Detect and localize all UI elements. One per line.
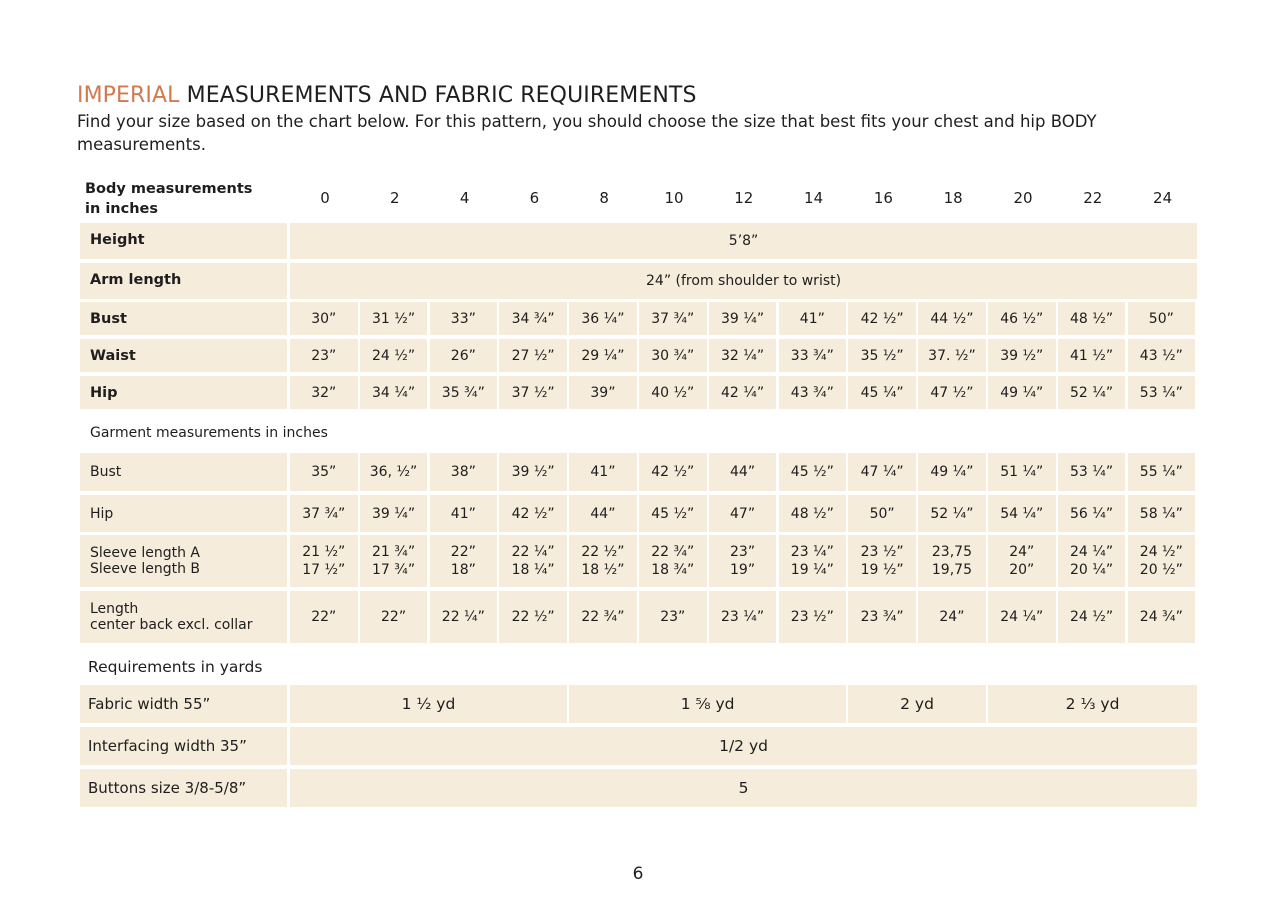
body-row-value-text: 42 ¼” <box>721 384 765 401</box>
garment-row-label <box>80 453 287 491</box>
garment-row-value <box>430 495 498 532</box>
body-row-value-text: 39 ½” <box>1000 347 1044 364</box>
garment-row-value-text-2: 20 ¼” <box>1070 562 1114 578</box>
body-row-value <box>988 302 1056 335</box>
body-row-span-text: 5’8” <box>728 233 759 249</box>
garment-row-value-text-2: 18 ¾” <box>651 562 695 578</box>
body-row-value-text: 52 ¼” <box>1070 384 1114 401</box>
size-header-cell: 0 <box>320 189 330 207</box>
size-header-cell: 20 <box>1013 189 1033 207</box>
garment-row-value <box>779 591 847 643</box>
size-header-cell: 2 <box>390 189 400 207</box>
garment-row-value-text: 36, ½” <box>369 464 418 480</box>
requirement-row-value-text: 2 yd <box>900 695 934 713</box>
garment-row-value-text: 47 ¼” <box>860 464 904 480</box>
body-row-value <box>430 302 498 335</box>
garment-row-value-text: 24 ¼” <box>1070 544 1114 560</box>
body-row-value <box>709 339 777 372</box>
body-row-value <box>569 376 637 409</box>
garment-row-label-text: Sleeve length A <box>90 545 201 561</box>
garment-row-value-text: 21 ¾” <box>372 544 416 560</box>
garment-row-value <box>499 591 567 643</box>
requirement-row-label <box>80 769 287 807</box>
body-row-value <box>848 376 916 409</box>
garment-row-value-text-2: 20 ½” <box>1139 562 1183 578</box>
body-row-value-text: 36 ¼” <box>581 310 625 327</box>
garment-row-value-text: 42 ½” <box>511 505 555 522</box>
garment-row-value <box>290 453 358 491</box>
body-row-value <box>499 302 567 335</box>
body-row-value-text: 37 ¾” <box>651 310 695 327</box>
garment-row-value-text-2: 19” <box>730 562 756 578</box>
body-row-value <box>1128 339 1196 372</box>
requirement-row-value <box>290 727 1197 765</box>
garment-row-value <box>360 453 428 491</box>
garment-row-value <box>290 535 358 587</box>
body-row-value-text: 29 ¼” <box>581 347 625 364</box>
garment-row-value <box>360 535 428 587</box>
garment-row-value-text: 41” <box>450 505 476 522</box>
garment-row-value-text: 42 ½” <box>651 464 695 480</box>
body-row-value-text: 39 ¼” <box>721 310 765 327</box>
garment-row-value <box>988 453 1056 491</box>
title-accent: IMPERIAL <box>77 83 180 108</box>
body-row-value-text: 39” <box>590 384 616 401</box>
body-row-value <box>639 339 707 372</box>
body-row-value-text: 32 ¼” <box>721 347 765 364</box>
garment-row-value-text: 49 ¼” <box>930 464 974 480</box>
body-row-value <box>918 376 986 409</box>
garment-row-value <box>430 591 498 643</box>
garment-row-value <box>848 495 916 532</box>
body-measurements-header: Body measurements in inches <box>85 181 253 217</box>
body-row-value-text: 43 ½” <box>1139 347 1183 364</box>
body-row-value-text: 37 ½” <box>511 384 555 401</box>
garment-row-value <box>569 495 637 532</box>
garment-row-value <box>499 495 567 532</box>
body-row-value-text: 27 ½” <box>511 347 555 364</box>
garment-row-label <box>80 535 287 587</box>
garment-row-value <box>639 591 707 643</box>
garment-row-value <box>1128 453 1196 491</box>
garment-row-value-text: 23 ¼” <box>721 609 765 625</box>
garment-row-value-text-2: 19,75 <box>931 562 972 578</box>
garment-row-label-text-2: center back excl. collar <box>90 617 253 633</box>
garment-row-value-text: 23 ½” <box>860 544 904 560</box>
garment-row-value <box>988 495 1056 532</box>
body-row-value <box>779 376 847 409</box>
body-row-value-text: 31 ½” <box>372 310 416 327</box>
body-row-value <box>988 339 1056 372</box>
requirements-section-header: Requirements in yards <box>88 658 263 676</box>
size-header-cell: 4 <box>459 189 470 207</box>
size-header-cell: 12 <box>734 189 754 207</box>
body-row-label <box>80 263 287 299</box>
body-row-value <box>360 339 428 372</box>
body-row-value <box>709 376 777 409</box>
garment-row-value-text-2: 20” <box>1009 562 1035 578</box>
garment-row-value-text: 48 ½” <box>790 505 834 522</box>
garment-row-value-text: 24” <box>939 609 965 625</box>
body-row-value-text: 43 ¾” <box>790 384 834 401</box>
body-row-value <box>1058 339 1126 372</box>
garment-row-value-text-2: 17 ¾” <box>372 562 416 578</box>
requirement-row-label <box>80 685 287 723</box>
body-row-value <box>290 302 358 335</box>
garment-row-value <box>569 453 637 491</box>
garment-row-label-text-2: Sleeve length B <box>90 561 201 577</box>
requirement-row-value <box>290 769 1197 807</box>
garment-row-value-text: 22 ½” <box>581 544 625 560</box>
body-row-span-value <box>290 223 1197 259</box>
garment-row-value <box>1128 591 1196 643</box>
body-row-value-text: 33 ¾” <box>790 347 834 364</box>
size-header-cell: 10 <box>664 189 684 207</box>
page-number: 6 <box>632 864 644 884</box>
garment-row-label-text: Hip <box>90 505 114 522</box>
requirement-row-value-text: 2 ⅓ yd <box>1065 695 1120 713</box>
garment-row-value-text: 53 ¼” <box>1070 464 1114 480</box>
garment-row-value <box>709 535 777 587</box>
garment-row-value <box>639 453 707 491</box>
body-row-value <box>988 376 1056 409</box>
body-row-value <box>360 302 428 335</box>
garment-row-value-text: 50” <box>869 505 895 522</box>
garment-row-value-text: 23 ½” <box>790 609 834 625</box>
body-row-value-text: 33” <box>450 310 476 327</box>
page-title <box>77 83 697 108</box>
body-row-value-text: 23” <box>311 347 337 364</box>
garment-row-value <box>1128 535 1196 587</box>
garment-row-value-text: 24 ½” <box>1139 544 1183 560</box>
body-row-value <box>848 302 916 335</box>
body-row-label <box>80 302 287 335</box>
garment-row-value-text: 39 ¼” <box>372 505 416 522</box>
body-row-label-text: Arm length <box>90 272 182 288</box>
garment-row-value <box>1128 495 1196 532</box>
garment-row-value <box>709 495 777 532</box>
garment-row-value-text: 41” <box>590 464 616 480</box>
size-header-cell: 18 <box>943 189 963 207</box>
body-row-value-text: 46 ½” <box>1000 310 1044 327</box>
body-row-label <box>80 339 287 372</box>
garment-row-value <box>779 495 847 532</box>
garment-row-value-text: 45 ½” <box>790 464 834 480</box>
garment-row-value-text: 44” <box>590 505 616 522</box>
garment-row-value <box>779 535 847 587</box>
body-row-value <box>1058 376 1126 409</box>
body-row-value-text: 34 ¼” <box>372 384 416 401</box>
garment-row-value <box>360 591 428 643</box>
body-row-value-text: 37. ½” <box>928 347 976 364</box>
garment-row-value <box>639 535 707 587</box>
body-row-label-text: Waist <box>90 348 136 364</box>
body-row-value <box>918 339 986 372</box>
body-row-value-text: 45 ¼” <box>860 384 904 401</box>
requirement-row-label-text: Buttons size 3/8-5/8” <box>88 779 247 797</box>
body-row-value-text: 41 ½” <box>1070 347 1114 364</box>
body-row-value <box>290 376 358 409</box>
body-row-label <box>80 376 287 409</box>
garment-row-value-text: 23,75 <box>931 544 972 560</box>
body-row-value <box>499 339 567 372</box>
garment-row-value-text: 55 ¼” <box>1139 464 1183 480</box>
garment-row-value-text-2: 19 ½” <box>860 562 904 578</box>
garment-row-value-text: 39 ½” <box>511 464 555 480</box>
garment-row-value <box>569 535 637 587</box>
garment-row-value <box>290 591 358 643</box>
garment-row-value-text: 22” <box>450 544 476 560</box>
body-row-label <box>80 223 287 259</box>
garment-row-value-text: 22 ¼” <box>511 544 555 560</box>
body-row-value <box>779 302 847 335</box>
garment-row-value <box>988 591 1056 643</box>
size-header-cell: 14 <box>804 189 824 207</box>
garment-row-value-text: 23” <box>730 544 756 560</box>
garment-row-value <box>499 453 567 491</box>
garment-row-value-text-2: 18 ¼” <box>511 562 555 578</box>
garment-row-value-text: 24” <box>1009 544 1035 560</box>
garment-row-value <box>848 535 916 587</box>
garment-row-value-text-2: 18” <box>450 562 476 578</box>
garment-row-value-text: 22 ½” <box>511 609 555 625</box>
garment-row-value <box>290 495 358 532</box>
body-row-value-text: 24 ½” <box>372 347 416 364</box>
title-rest: MEASUREMENTS AND FABRIC REQUIREMENTS <box>179 83 697 108</box>
body-row-value <box>848 339 916 372</box>
size-header-cell: 22 <box>1083 189 1103 207</box>
garment-row-value-text: 44” <box>730 464 756 480</box>
body-row-value-text: 41” <box>799 310 825 327</box>
garment-row-value-text: 22” <box>311 609 337 625</box>
garment-row-value-text: 56 ¼” <box>1070 505 1114 522</box>
garment-row-value-text: 24 ½” <box>1070 609 1114 625</box>
garment-row-value <box>1058 495 1126 532</box>
garment-row-value-text: 45 ½” <box>651 505 695 522</box>
requirement-row-label-text: Interfacing width 35” <box>88 737 247 755</box>
body-row-value <box>639 376 707 409</box>
garment-row-value-text: 58 ¼” <box>1139 505 1183 522</box>
body-row-value <box>639 302 707 335</box>
garment-row-value <box>1058 453 1126 491</box>
garment-row-value-text: 22 ¾” <box>581 609 625 625</box>
garment-row-value-text: 22 ¾” <box>651 544 695 560</box>
body-row-value <box>499 376 567 409</box>
garment-row-value-text: 23 ¾” <box>860 609 904 625</box>
body-row-value-text: 47 ½” <box>930 384 974 401</box>
garment-row-value <box>918 535 986 587</box>
garment-row-value <box>709 591 777 643</box>
body-row-value <box>430 339 498 372</box>
garment-row-value-text: 24 ¼” <box>1000 609 1044 625</box>
body-row-span-value <box>290 263 1197 299</box>
requirement-row-value-text: 5 <box>738 779 749 797</box>
garment-row-value <box>1058 535 1126 587</box>
body-row-value-text: 26” <box>450 347 476 364</box>
body-row-label-text: Bust <box>90 311 127 327</box>
garment-row-value <box>848 591 916 643</box>
body-row-value <box>569 339 637 372</box>
garment-row-value-text: 38” <box>450 464 476 480</box>
garment-row-value <box>569 591 637 643</box>
body-row-value <box>360 376 428 409</box>
garment-row-value-text-2: 18 ½” <box>581 562 625 578</box>
body-row-value-text: 34 ¾” <box>511 310 555 327</box>
garment-row-value <box>430 453 498 491</box>
garment-row-value-text: 22” <box>381 609 407 625</box>
body-row-value-text: 32” <box>311 384 337 401</box>
requirement-row-value <box>569 685 846 723</box>
garment-row-label <box>80 591 287 643</box>
body-row-value <box>1128 376 1196 409</box>
requirement-row-value <box>848 685 985 723</box>
garment-row-label <box>80 495 287 532</box>
garment-row-label-text: Bust <box>90 464 122 480</box>
size-header-cell: 16 <box>873 189 893 207</box>
requirement-row-value <box>290 685 567 723</box>
size-header-cell: 6 <box>529 189 540 207</box>
garment-row-value-text-2: 17 ½” <box>302 562 346 578</box>
size-header-cell: 8 <box>599 189 609 207</box>
garment-row-value <box>988 535 1056 587</box>
garment-row-label-text: Length <box>90 601 139 617</box>
body-row-value <box>1128 302 1196 335</box>
body-row-value-text: 30 ¾” <box>651 347 695 364</box>
garment-row-value-text: 47” <box>730 505 756 522</box>
requirement-row-label <box>80 727 287 765</box>
garment-row-value <box>918 591 986 643</box>
requirement-row-value-text: 1/2 yd <box>719 737 768 755</box>
garment-row-value <box>918 495 986 532</box>
body-row-value <box>569 302 637 335</box>
body-row-value-text: 50” <box>1148 310 1174 327</box>
body-row-value-text: 49 ¼” <box>1000 384 1044 401</box>
garment-row-value-text: 22 ¼” <box>441 609 485 625</box>
body-row-label-text: Hip <box>90 385 118 401</box>
garment-row-value-text: 21 ½” <box>302 544 346 560</box>
intro-text: Find your size based on the chart below. For this pattern, you should choose the size that best fits your chest and hip BODY measurements. <box>77 112 1097 154</box>
body-row-value <box>918 302 986 335</box>
body-row-value-text: 40 ½” <box>651 384 695 401</box>
garment-row-value-text: 52 ¼” <box>930 505 974 522</box>
body-row-value <box>290 339 358 372</box>
body-row-value <box>709 302 777 335</box>
body-row-label-text: Height <box>90 232 145 248</box>
body-row-value <box>1058 302 1126 335</box>
garment-row-value-text: 54 ¼” <box>1000 505 1044 522</box>
garment-row-value <box>709 453 777 491</box>
garment-row-value-text: 23 ¼” <box>790 544 834 560</box>
body-row-value-text: 35 ¾” <box>441 384 485 401</box>
body-row-value <box>779 339 847 372</box>
garment-row-value-text: 51 ¼” <box>1000 464 1044 480</box>
garment-section-header: Garment measurements in inches <box>90 425 328 441</box>
body-row-value-text: 30” <box>311 310 337 327</box>
garment-row-value-text: 35” <box>311 464 337 480</box>
requirement-row-value <box>988 685 1197 723</box>
body-row-value <box>430 376 498 409</box>
garment-row-value <box>360 495 428 532</box>
garment-row-value-text: 24 ¾” <box>1139 609 1183 625</box>
body-row-value-text: 53 ¼” <box>1139 384 1183 401</box>
body-row-span-text: 24” (from shoulder to wrist) <box>646 273 842 289</box>
body-row-value-text: 35 ½” <box>860 347 904 364</box>
size-header-cell: 24 <box>1153 189 1173 207</box>
garment-row-value-text: 23” <box>660 609 686 625</box>
garment-row-value-text: 37 ¾” <box>302 505 346 522</box>
body-row-value-text: 44 ½” <box>930 310 974 327</box>
body-row-value-text: 48 ½” <box>1070 310 1114 327</box>
garment-row-value <box>430 535 498 587</box>
requirement-row-label-text: Fabric width 55” <box>88 695 211 713</box>
body-row-value-text: 42 ½” <box>860 310 904 327</box>
garment-row-value <box>848 453 916 491</box>
requirement-row-value-text: 1 ½ yd <box>401 695 456 713</box>
garment-row-value <box>918 453 986 491</box>
garment-row-value <box>499 535 567 587</box>
garment-row-value <box>779 453 847 491</box>
garment-row-value-text-2: 19 ¼” <box>790 562 834 578</box>
garment-row-value <box>639 495 707 532</box>
requirement-row-value-text: 1 ⅝ yd <box>680 695 735 713</box>
garment-row-value <box>1058 591 1126 643</box>
